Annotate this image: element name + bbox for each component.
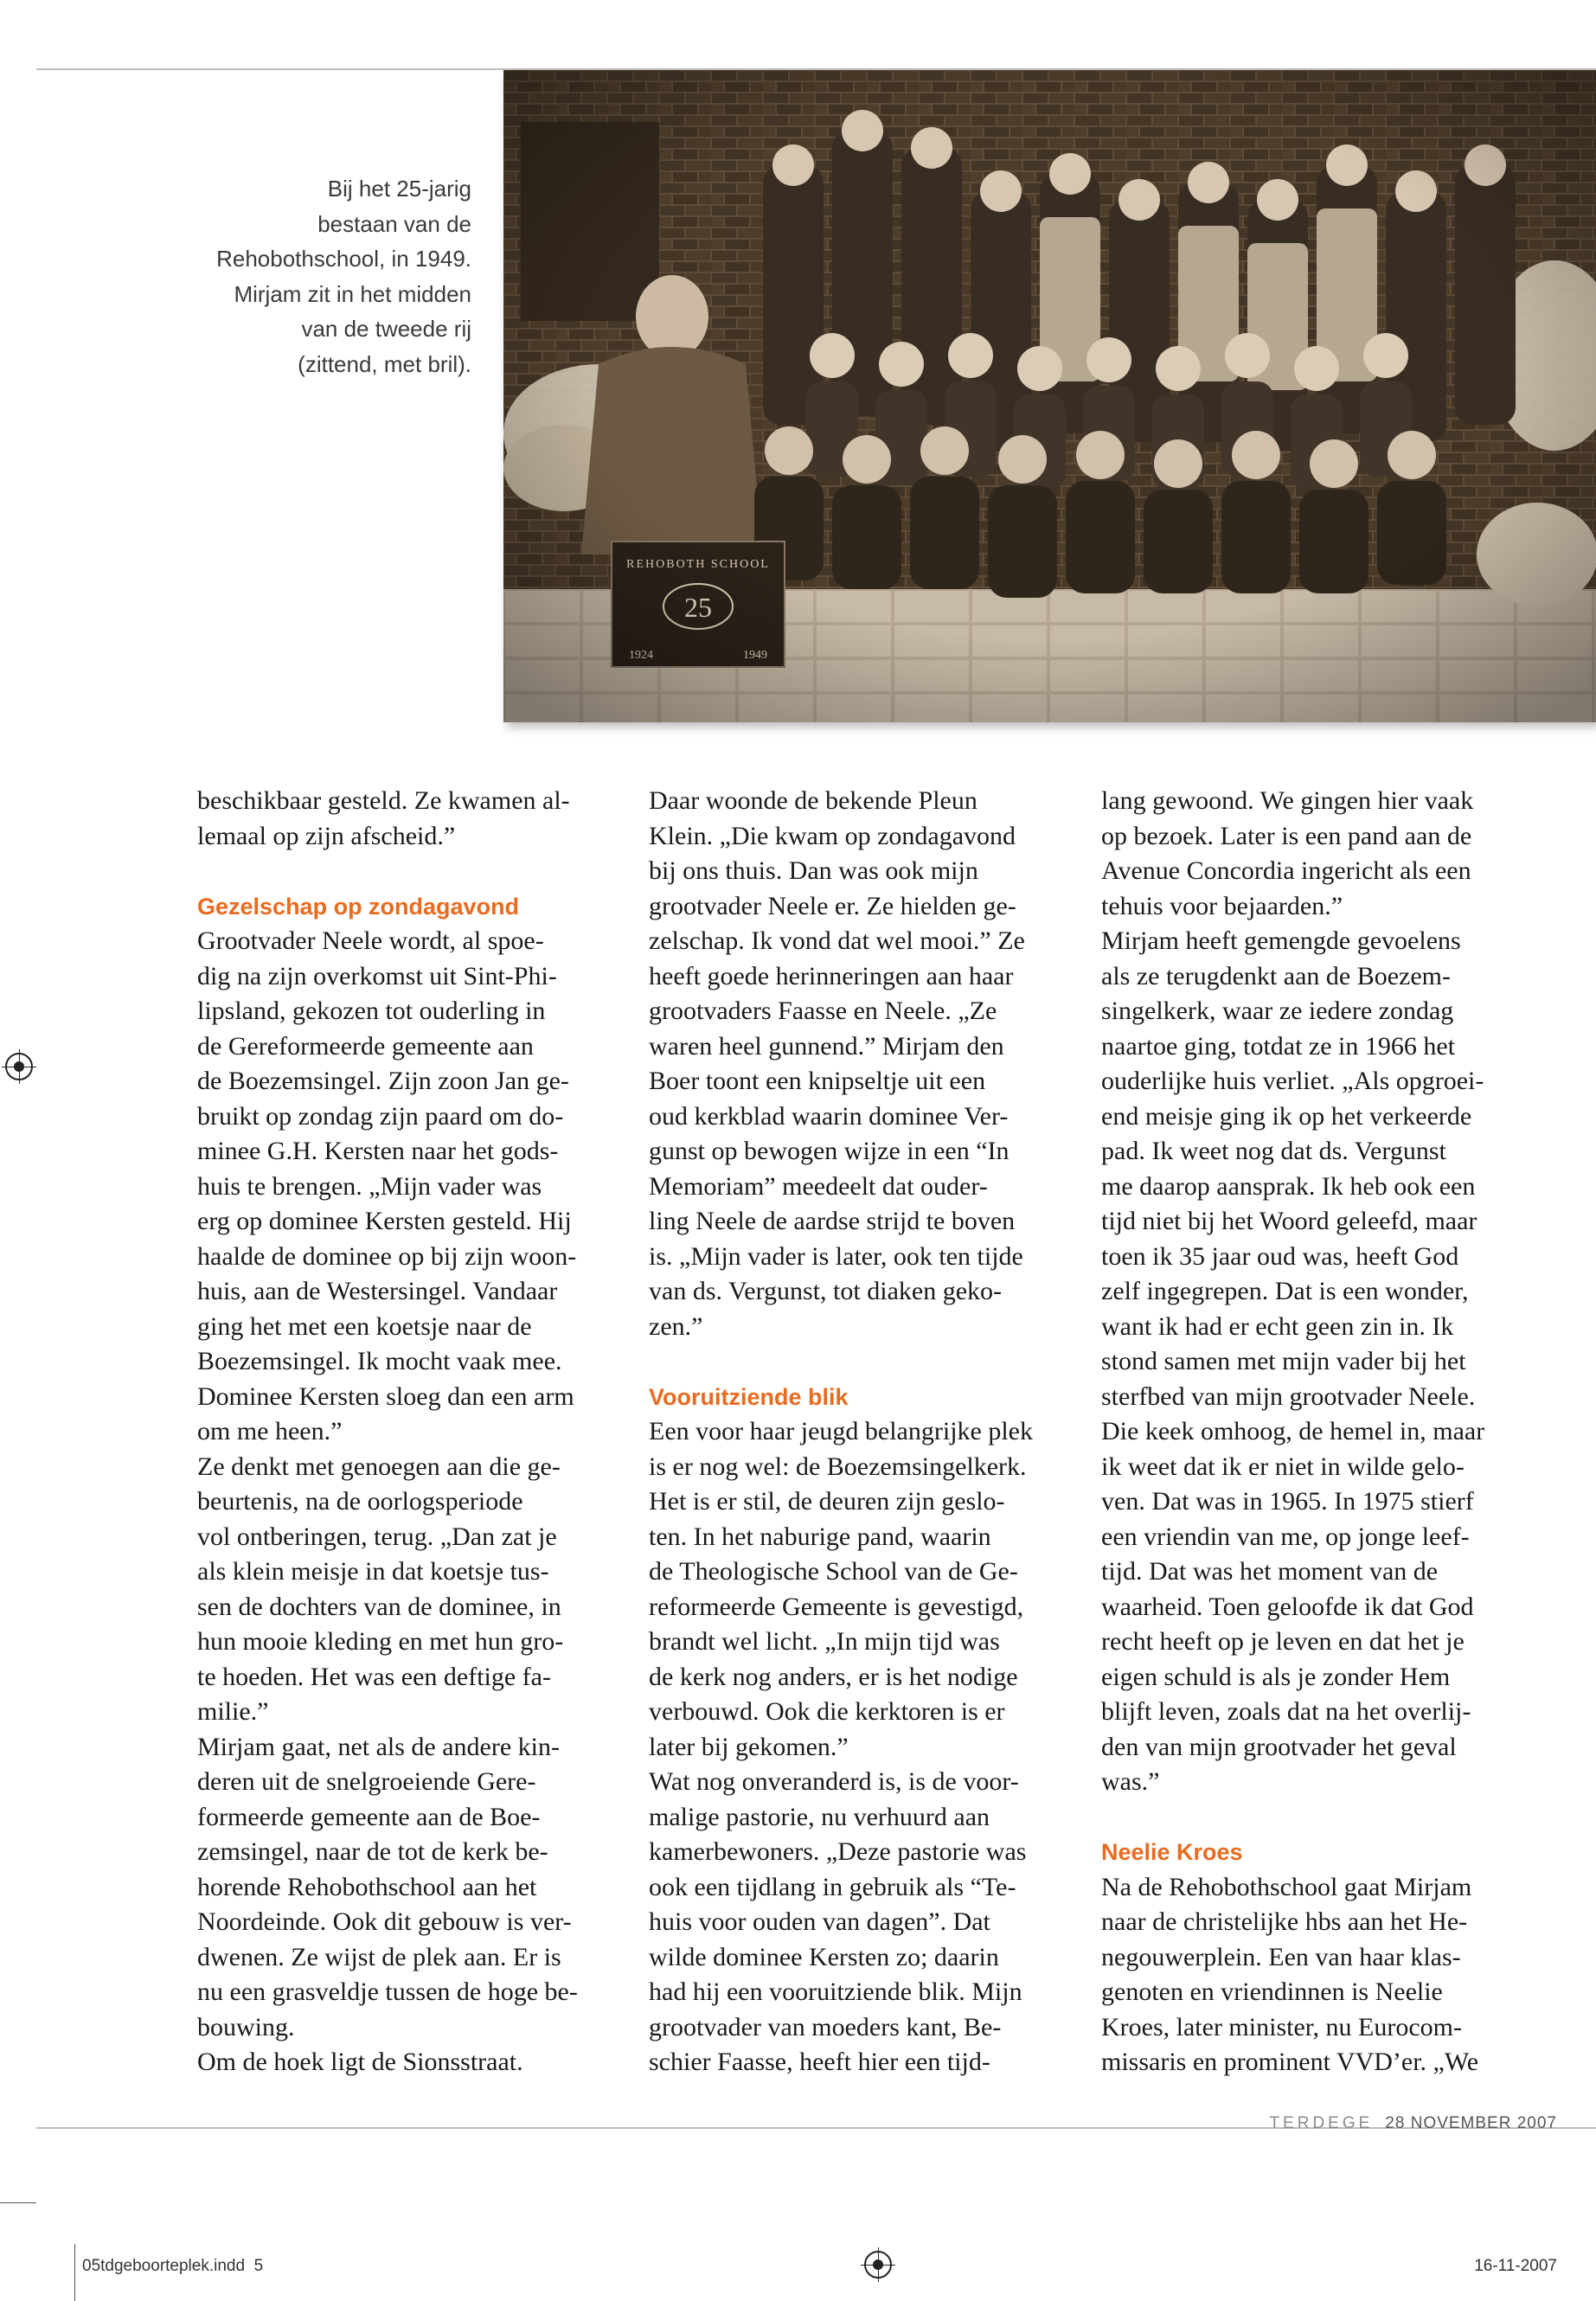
text-line: formeerde gemeente aan de Boe- [197,1802,541,1831]
text-line: negouwerplein. Een van haar klas- [1101,1942,1461,1971]
text-line: sen de dochters van de dominee, in [197,1592,561,1621]
text-line: haalde de dominee op bij zijn woon- [197,1241,577,1271]
text-line: ouderlijke huis verliet. „Als opgroei- [1101,1067,1484,1095]
caption-line: (zittend, met bril). [298,350,471,377]
text-line: beschikbaar gesteld. Ze kwamen al- [197,786,570,815]
class-photo [503,70,1596,722]
text-line: de Theologische School van de Ge- [649,1557,1018,1586]
text-line: te hoeden. Het was een deftige fa- [197,1662,551,1691]
crop-mark-bottom [74,2244,75,2301]
text-column-2 [649,784,1081,2080]
text-line: naar de christelijke hbs aan het He- [1101,1907,1468,1936]
text-line: ven. Dat was in 1965. In 1975 stierf [1101,1487,1474,1516]
text-line: is er nog wel: de Boezemsingelkerk. [649,1452,1027,1481]
text-line: zemsingel, naar de tot de kerk be- [197,1837,548,1866]
text-line: eigen schuld is als je zonder Hem [1101,1662,1451,1691]
text-line: grootvader Neele er. Ze hielden ge- [649,891,1016,920]
text-line: waarheid. Toen geloofde ik dat God [1101,1592,1474,1621]
text-line: Een voor haar jeugd belangrijke plek [649,1417,1033,1445]
text-line: een vriendin van me, op jonge leef- [1101,1522,1470,1551]
text-line: Mirjam gaat, net als de andere kin- [197,1732,561,1761]
text-line: lipsland, gekozen tot ouderling in [197,997,546,1025]
text-line: Boezemsingel. Ik mocht vaak mee. [197,1347,562,1375]
text-line: Grootvader Neele wordt, al spoe- [197,926,544,955]
text-line: Noordeinde. Ook dit gebouw is ver- [197,1907,572,1936]
text-line: Daar woonde de bekende Pleun [649,786,977,815]
paragraph-gap [197,854,630,889]
text-line: Boer toont een knipseltje uit een [649,1067,986,1095]
class-photo-svg [503,70,1596,722]
text-line: de Gereformeerde gemeente aan [197,1031,534,1061]
text-line: ling Neele de aardse strijd te boven [649,1207,1016,1235]
text-line: ik weet dat ik er niet in wilde gelo- [1101,1452,1465,1481]
text-line: later bij gekomen.” [649,1732,849,1761]
text-line: wilde dominee Kersten zo; daarin [649,1942,999,1971]
section-heading: Gezelschap op zondagavond [197,893,520,920]
text-line: ten. In het naburige pand, waarin [649,1522,991,1551]
text-line: bruikt op zondag zijn paard om do- [197,1101,564,1131]
text-line: om me heen.” [197,1417,343,1445]
text-line: pad. Ik weet nog dat ds. Vergunst [1101,1137,1446,1165]
text-line: reformeerde Gemeente is gevestigd, [649,1592,1024,1621]
text-line: brandt wel licht. „In mijn tijd was [649,1627,1000,1656]
text-line: nu een grasveldje tussen de hoge be- [197,1977,578,2006]
registration-mark-bottom [864,2251,892,2279]
text-line: erg op dominee Kersten gesteld. Hij [197,1207,572,1235]
text-line: verbouwd. Ook die kerktoren is er [649,1697,1005,1726]
text-line: als klein meisje in dat koetsje tus- [197,1557,549,1586]
text-line: kamerbewoners. „Deze pastorie was [649,1837,1027,1866]
slug-date: 16-11-2007 [1474,2257,1557,2275]
text-line: van ds. Vergunst, tot diaken geko- [649,1277,1003,1305]
text-line: grootvaders Faasse en Neele. „Ze [649,997,997,1025]
text-line: vol ontberingen, terug. „Dan zat je [197,1522,557,1551]
section-heading: Neelie Kroes [1101,1839,1243,1865]
text-line: zelschap. Ik vond dat wel mooi.” Ze [649,926,1025,955]
text-line: Het is er stil, de deuren zijn geslo- [649,1487,1005,1516]
text-line: singelkerk, waar ze iedere zondag [1101,997,1454,1025]
text-line: Memoriam” meedeelt dat ouder- [649,1171,988,1201]
text-line: zelf ingegrepen. Dat is een wonder, [1101,1277,1469,1305]
text-line: Die keek omhoog, de hemel in, maar [1101,1417,1485,1445]
text-line: lang gewoond. We gingen hier vaak [1101,786,1474,815]
text-line: sterfbed van mijn grootvader Neele. [1101,1381,1476,1411]
text-line: Dominee Kersten sloeg dan een arm [197,1381,574,1411]
text-line: op bezoek. Later is een pand aan de [1101,821,1472,850]
text-line: missaris en prominent VVD’er. „We [1101,2048,1479,2076]
text-line: zen.” [649,1311,703,1341]
text-line: Wat nog onveranderd is, is de voor- [649,1767,1019,1796]
text-line: ging het met een koetsje naar de [197,1311,532,1341]
text-line: oud kerkblad waarin dominee Ver- [649,1101,1009,1131]
text-line: beurtenis, na de oorlogsperiode [197,1487,523,1516]
text-line: Avenue Concordia ingericht als een [1101,856,1471,885]
text-line: Mirjam heeft gemengde gevoelens [1101,926,1461,955]
text-line: horende Rehobothschool aan het [197,1872,537,1901]
slug-page: 5 [253,2257,264,2275]
caption-line: bestaan van de [317,210,471,237]
paragraph-gap [649,1344,1081,1380]
caption-line: Bij het 25-jarig [327,176,471,202]
text-line: den van mijn grootvader het geval [1101,1732,1457,1761]
text-line: Ze denkt met genoegen aan die ge- [197,1452,561,1481]
magazine-name: TERDEGE [1269,2114,1374,2132]
text-line: is. „Mijn vader is later, ook ten tijde [649,1241,1023,1271]
text-line: huis te brengen. „Mijn vader was [197,1171,542,1201]
photo-caption [156,171,471,381]
text-line: tijd. Dat was het moment van de [1101,1557,1439,1586]
text-line: huis, aan de Westersingel. Vandaar [197,1277,558,1305]
text-line: milie.” [197,1697,269,1726]
text-line: de Boezemsingel. Zijn zoon Jan ge- [197,1067,569,1095]
text-line: malige pastorie, nu verhuurd aan [649,1802,990,1831]
caption-line: Rehobothschool, in 1949. [216,246,471,272]
section-heading: Vooruitziende blik [649,1383,849,1410]
caption-line: Mirjam zit in het midden [234,280,471,307]
text-line: dig na zijn overkomst uit Sint-Phi- [197,961,557,990]
text-column-1 [197,784,630,2080]
registration-mark-left [5,1053,33,1080]
text-line: Na de Rehobothschool gaat Mirjam [1101,1872,1472,1901]
text-line: grootvader van moeders kant, Be- [649,2012,1002,2041]
text-line: gunst op bewogen wijze in een “In [649,1137,1010,1165]
text-line: tehuis voor bejaarden.” [1101,891,1343,920]
text-line: want ik had er echt geen zin in. Ik [1101,1311,1454,1341]
text-line: als ze terugdenkt aan de Boezem- [1101,961,1451,990]
text-line: bij ons thuis. Dan was ook mijn [649,856,978,885]
text-line: was.” [1101,1767,1160,1796]
text-line: blijft leven, zoals dat na het overlij- [1101,1697,1471,1726]
text-line: me daarop aansprak. Ik heb ook een [1101,1171,1476,1201]
text-line: minee G.H. Kersten naar het gods- [197,1137,559,1165]
issue-date: 28 NOVEMBER 2007 [1385,2114,1557,2132]
text-line: had hij een vooruitziende blik. Mijn [649,1977,1022,2006]
text-line: lemaal op zijn afscheid.” [197,821,456,850]
slug-filename: 05tdgeboorteplek.indd [82,2257,246,2275]
text-line: waren heel gunnend.” Mirjam den [649,1031,1004,1061]
crop-mark-left [0,2202,36,2203]
text-line: hun mooie kleding en met hun gro- [197,1627,564,1656]
text-line: dwenen. Ze wijst de plek aan. Er is [197,1942,561,1971]
text-line: de kerk nog anders, er is het nodige [649,1662,1018,1691]
text-line: Kroes, later minister, nu Eurocom- [1101,2012,1463,2041]
slug-file [82,2257,263,2276]
text-line: end meisje ging ik op het verkeerde [1101,1101,1472,1131]
text-line: tijd niet bij het Woord geleefd, maar [1101,1207,1477,1235]
text-line: bouwing. [197,2012,295,2041]
paragraph-gap [1101,1800,1534,1836]
text-line: toen ik 35 jaar oud was, heeft God [1101,1241,1459,1271]
caption-line: van de tweede rij [301,316,471,342]
text-line: genoten en vriendinnen is Neelie [1101,1977,1443,2006]
text-line: deren uit de snelgroeiende Gere- [197,1767,536,1796]
text-line: stond samen met mijn vader bij het [1101,1347,1466,1375]
text-column-3 [1101,784,1534,2080]
page-footer [1269,2114,1557,2133]
text-line: schier Faasse, heeft hier een tijd- [649,2048,990,2076]
text-line: naartoe ging, totdat ze in 1966 het [1101,1031,1456,1061]
text-line: Om de hoek ligt de Sionsstraat. [197,2048,523,2076]
text-line: heeft goede herinneringen aan haar [649,961,1014,990]
text-line: ook een tijdlang in gebruik als “Te- [649,1872,1016,1901]
text-line: huis voor ouden van dagen”. Dat [649,1907,990,1936]
text-line: recht heeft op je leven en dat het je [1101,1627,1465,1656]
text-line: Klein. „Die kwam op zondagavond [649,821,1016,850]
